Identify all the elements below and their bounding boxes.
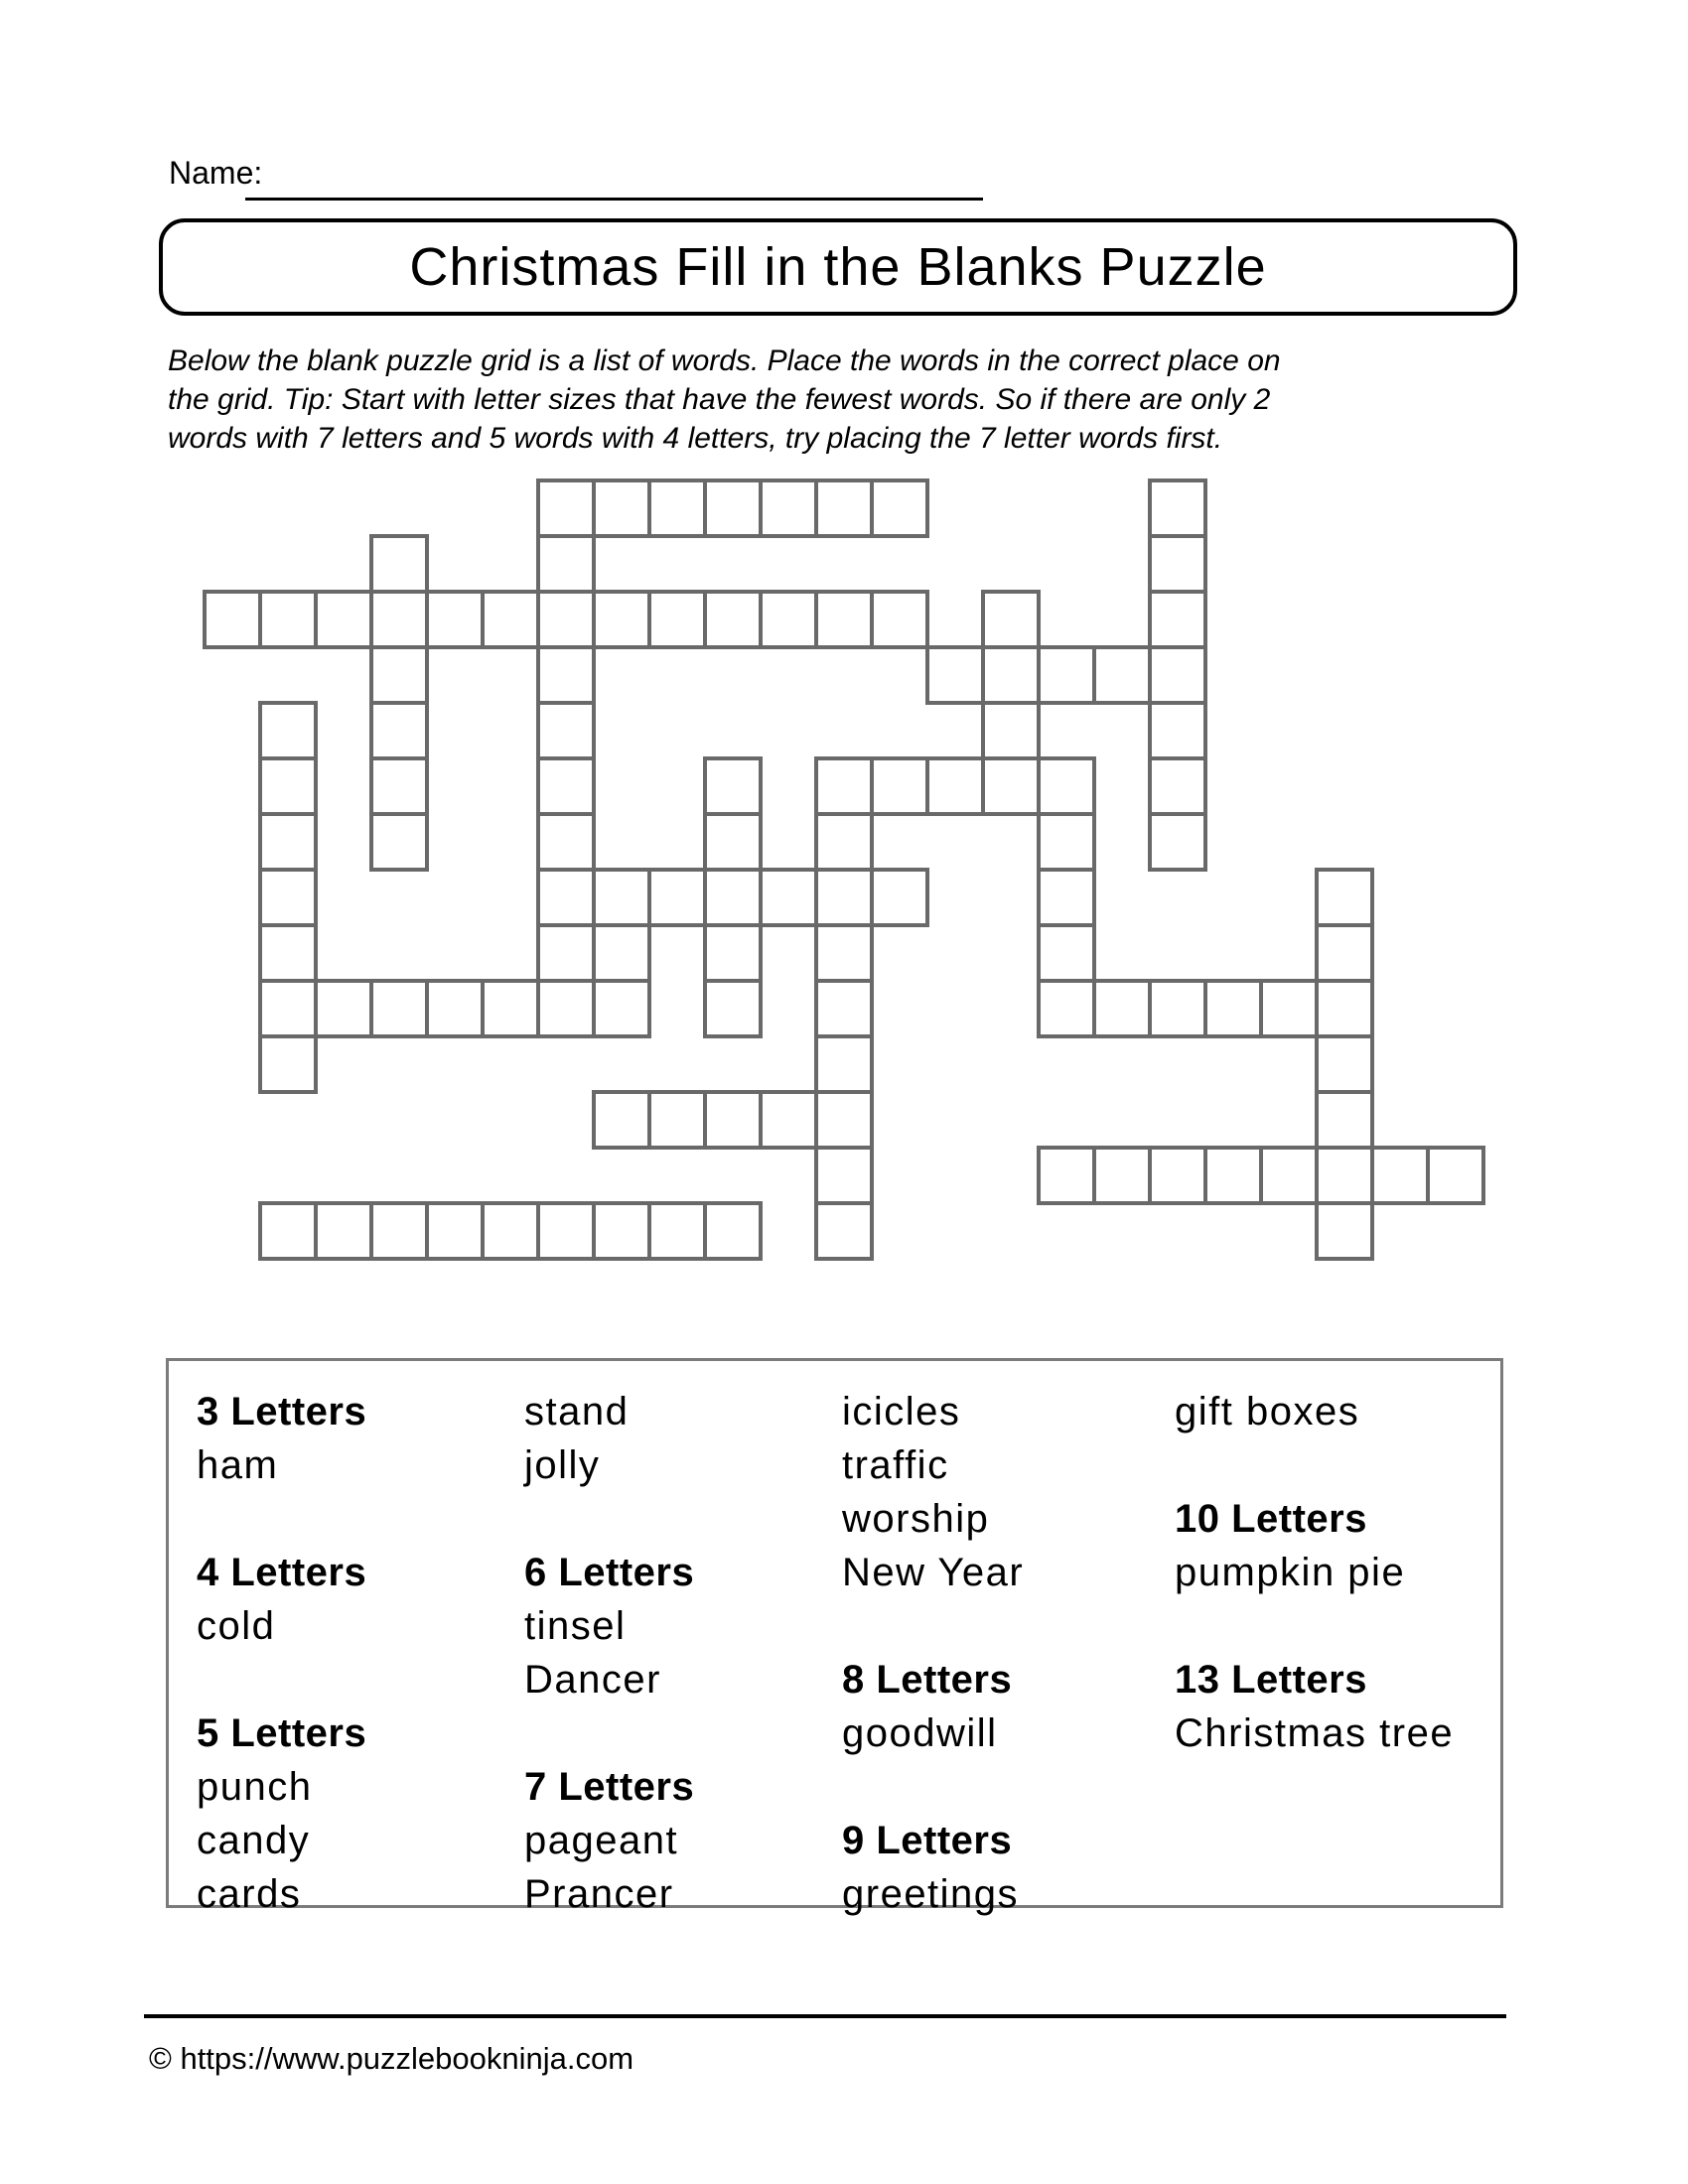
word-list-item: Prancer xyxy=(524,1872,674,1916)
word-list-item: jolly xyxy=(524,1443,601,1487)
grid-cell[interactable] xyxy=(1148,1146,1207,1205)
grid-cell[interactable] xyxy=(814,756,874,816)
word-list-item xyxy=(1175,1438,1454,1492)
grid-cell[interactable] xyxy=(1092,1146,1152,1205)
grid-cell[interactable] xyxy=(647,868,707,927)
grid-cell[interactable] xyxy=(536,701,596,760)
grid-cell[interactable] xyxy=(703,478,763,538)
grid-cell[interactable] xyxy=(481,590,540,649)
word-list-item: goodwill xyxy=(842,1711,998,1755)
word-list-item: Dancer xyxy=(524,1658,661,1702)
grid-cell[interactable] xyxy=(703,1201,763,1261)
grid-cell[interactable] xyxy=(814,923,874,983)
grid-cell[interactable] xyxy=(425,979,485,1038)
word-list-item: candy xyxy=(197,1819,311,1862)
grid-cell[interactable] xyxy=(536,478,596,538)
grid-cell[interactable] xyxy=(814,1034,874,1094)
grid-cell[interactable] xyxy=(536,645,596,705)
grid-cell[interactable] xyxy=(1148,756,1207,816)
grid-cell[interactable] xyxy=(592,1090,651,1150)
word-list-item xyxy=(1175,1599,1454,1653)
grid-cell[interactable] xyxy=(536,812,596,872)
grid-cell[interactable] xyxy=(592,478,651,538)
crossword-grid xyxy=(203,478,1489,1265)
grid-cell[interactable] xyxy=(1148,701,1207,760)
grid-cell[interactable] xyxy=(870,756,929,816)
grid-cell[interactable] xyxy=(1259,979,1319,1038)
grid-cell[interactable] xyxy=(258,868,318,927)
footer-rule xyxy=(144,2014,1506,2018)
word-list-item: greetings xyxy=(842,1872,1020,1916)
grid-cell[interactable] xyxy=(647,590,707,649)
grid-cell[interactable] xyxy=(314,590,373,649)
grid-cell[interactable] xyxy=(1037,645,1096,705)
instructions-line: Below the blank puzzle grid is a list of words. Place the words in the correct place on xyxy=(168,344,1281,377)
grid-cell[interactable] xyxy=(1370,1146,1430,1205)
word-list-header: 9 Letters xyxy=(842,1819,1013,1862)
word-list-item: tinsel xyxy=(524,1604,627,1648)
word-list-header: 6 Letters xyxy=(524,1551,695,1594)
grid-cell[interactable] xyxy=(814,979,874,1038)
grid-cell[interactable] xyxy=(1037,756,1096,816)
grid-cell[interactable] xyxy=(258,979,318,1038)
grid-cell[interactable] xyxy=(703,868,763,927)
word-list-item xyxy=(842,1760,1024,1814)
grid-cell[interactable] xyxy=(536,923,596,983)
grid-cell[interactable] xyxy=(1315,868,1374,927)
grid-cell[interactable] xyxy=(258,590,318,649)
grid-cell[interactable] xyxy=(536,756,596,816)
word-list-header: 8 Letters xyxy=(842,1658,1013,1702)
grid-cell[interactable] xyxy=(258,1034,318,1094)
word-list-box xyxy=(166,1358,1503,1916)
word-list-item: pumpkin pie xyxy=(1175,1551,1406,1594)
page-title: Christmas Fill in the Blanks Puzzle xyxy=(409,237,1267,297)
word-list-item: pageant xyxy=(524,1819,679,1862)
grid-cell[interactable] xyxy=(1203,1146,1263,1205)
grid-cell[interactable] xyxy=(1259,1146,1319,1205)
word-list-header: 10 Letters xyxy=(1175,1497,1367,1541)
grid-cell[interactable] xyxy=(1148,534,1207,594)
grid-cell[interactable] xyxy=(369,756,429,816)
grid-cell[interactable] xyxy=(1148,979,1207,1038)
grid-cell[interactable] xyxy=(759,1090,818,1150)
grid-cell[interactable] xyxy=(1203,979,1263,1038)
word-list-item xyxy=(842,1599,1024,1653)
grid-cell[interactable] xyxy=(703,923,763,983)
grid-cell[interactable] xyxy=(1037,979,1096,1038)
word-list-item: icicles xyxy=(842,1390,961,1433)
instructions-line: the grid. Tip: Start with letter sizes that have the fewest words. So if there are only 2 xyxy=(168,383,1271,416)
grid-cell[interactable] xyxy=(203,590,262,649)
grid-cell[interactable] xyxy=(369,1201,429,1261)
grid-cell[interactable] xyxy=(369,812,429,872)
grid-cell[interactable] xyxy=(759,868,818,927)
word-list-item: cards xyxy=(197,1872,302,1916)
grid-cell[interactable] xyxy=(1315,1034,1374,1094)
grid-cell[interactable] xyxy=(425,590,485,649)
grid-cell[interactable] xyxy=(1148,645,1207,705)
word-list-header: 5 Letters xyxy=(197,1711,367,1755)
word-list-column xyxy=(1175,1385,1454,1760)
grid-cell[interactable] xyxy=(369,645,429,705)
grid-cell[interactable] xyxy=(536,534,596,594)
grid-cell[interactable] xyxy=(981,756,1041,816)
word-list-column xyxy=(524,1385,694,1921)
grid-cell[interactable] xyxy=(647,478,707,538)
grid-cell[interactable] xyxy=(536,979,596,1038)
grid-cell[interactable] xyxy=(1037,923,1096,983)
grid-cell[interactable] xyxy=(1315,1090,1374,1150)
grid-cell[interactable] xyxy=(703,756,763,816)
grid-cell[interactable] xyxy=(258,812,318,872)
grid-cell[interactable] xyxy=(814,590,874,649)
grid-cell[interactable] xyxy=(1148,590,1207,649)
grid-cell[interactable] xyxy=(258,1201,318,1261)
grid-cell[interactable] xyxy=(1315,923,1374,983)
grid-cell[interactable] xyxy=(870,868,929,927)
instructions xyxy=(168,341,1449,458)
grid-cell[interactable] xyxy=(258,756,318,816)
word-list-item xyxy=(197,1653,366,1706)
grid-cell[interactable] xyxy=(536,868,596,927)
grid-cell[interactable] xyxy=(703,590,763,649)
grid-cell[interactable] xyxy=(369,590,429,649)
grid-cell[interactable] xyxy=(759,478,818,538)
word-list-column xyxy=(197,1385,366,1921)
grid-cell[interactable] xyxy=(481,979,540,1038)
grid-cell[interactable] xyxy=(870,478,929,538)
grid-cell[interactable] xyxy=(536,590,596,649)
grid-cell[interactable] xyxy=(1037,812,1096,872)
grid-cell[interactable] xyxy=(814,1201,874,1261)
footer-copyright: © https://www.puzzlebookninja.com xyxy=(149,2041,634,2076)
grid-cell[interactable] xyxy=(703,979,763,1038)
grid-cell[interactable] xyxy=(258,701,318,760)
grid-cell[interactable] xyxy=(592,1201,651,1261)
grid-cell[interactable] xyxy=(1037,868,1096,927)
name-label: Name: xyxy=(169,155,263,191)
grid-cell[interactable] xyxy=(925,645,985,705)
title-box xyxy=(159,218,1517,316)
grid-cell[interactable] xyxy=(870,590,929,649)
grid-cell[interactable] xyxy=(981,645,1041,705)
grid-cell[interactable] xyxy=(369,979,429,1038)
grid-cell[interactable] xyxy=(703,1090,763,1150)
word-list-header: 3 Letters xyxy=(197,1390,367,1433)
grid-cell[interactable] xyxy=(481,1201,540,1261)
grid-cell[interactable] xyxy=(369,534,429,594)
grid-cell[interactable] xyxy=(1315,1146,1374,1205)
word-list-item: gift boxes xyxy=(1175,1390,1360,1433)
grid-cell[interactable] xyxy=(1037,1146,1096,1205)
word-list-item: cold xyxy=(197,1604,276,1648)
grid-cell[interactable] xyxy=(536,1201,596,1261)
grid-cell[interactable] xyxy=(592,923,651,983)
grid-cell[interactable] xyxy=(592,979,651,1038)
word-list-header: 4 Letters xyxy=(197,1551,367,1594)
grid-cell[interactable] xyxy=(703,812,763,872)
word-list-item: punch xyxy=(197,1765,313,1809)
grid-cell[interactable] xyxy=(1148,478,1207,538)
word-list-header: 13 Letters xyxy=(1175,1658,1367,1702)
word-list-item: stand xyxy=(524,1390,630,1433)
word-list-item: Christmas tree xyxy=(1175,1711,1455,1755)
grid-cell[interactable] xyxy=(592,590,651,649)
grid-cell[interactable] xyxy=(814,478,874,538)
grid-cell[interactable] xyxy=(1426,1146,1485,1205)
grid-cell[interactable] xyxy=(369,701,429,760)
grid-cell[interactable] xyxy=(425,1201,485,1261)
grid-cell[interactable] xyxy=(1092,979,1152,1038)
grid-cell[interactable] xyxy=(314,979,373,1038)
grid-cell[interactable] xyxy=(1092,645,1152,705)
grid-cell[interactable] xyxy=(1315,1201,1374,1261)
grid-cell[interactable] xyxy=(1315,979,1374,1038)
grid-cell[interactable] xyxy=(981,590,1041,649)
grid-cell[interactable] xyxy=(814,1146,874,1205)
grid-cell[interactable] xyxy=(814,868,874,927)
grid-cell[interactable] xyxy=(814,1090,874,1150)
grid-cell[interactable] xyxy=(981,701,1041,760)
word-list-item xyxy=(197,1492,366,1546)
name-write-in-line[interactable] xyxy=(245,198,983,201)
grid-cell[interactable] xyxy=(592,868,651,927)
grid-cell[interactable] xyxy=(647,1090,707,1150)
word-list-item: worship xyxy=(842,1497,990,1541)
word-list-item: traffic xyxy=(842,1443,949,1487)
grid-cell[interactable] xyxy=(258,923,318,983)
word-list-header: 7 Letters xyxy=(524,1765,695,1809)
grid-cell[interactable] xyxy=(925,756,985,816)
word-list-item: ham xyxy=(197,1443,279,1487)
grid-cell[interactable] xyxy=(647,1201,707,1261)
instructions-line: words with 7 letters and 5 words with 4 letters, try placing the 7 letter words first. xyxy=(168,422,1223,455)
grid-cell[interactable] xyxy=(814,812,874,872)
grid-cell[interactable] xyxy=(759,590,818,649)
word-list-item xyxy=(524,1706,694,1760)
word-list-column xyxy=(842,1385,1024,1921)
grid-cell[interactable] xyxy=(314,1201,373,1261)
grid-cell[interactable] xyxy=(1148,812,1207,872)
word-list-item: New Year xyxy=(842,1551,1025,1594)
word-list-item xyxy=(524,1492,694,1546)
